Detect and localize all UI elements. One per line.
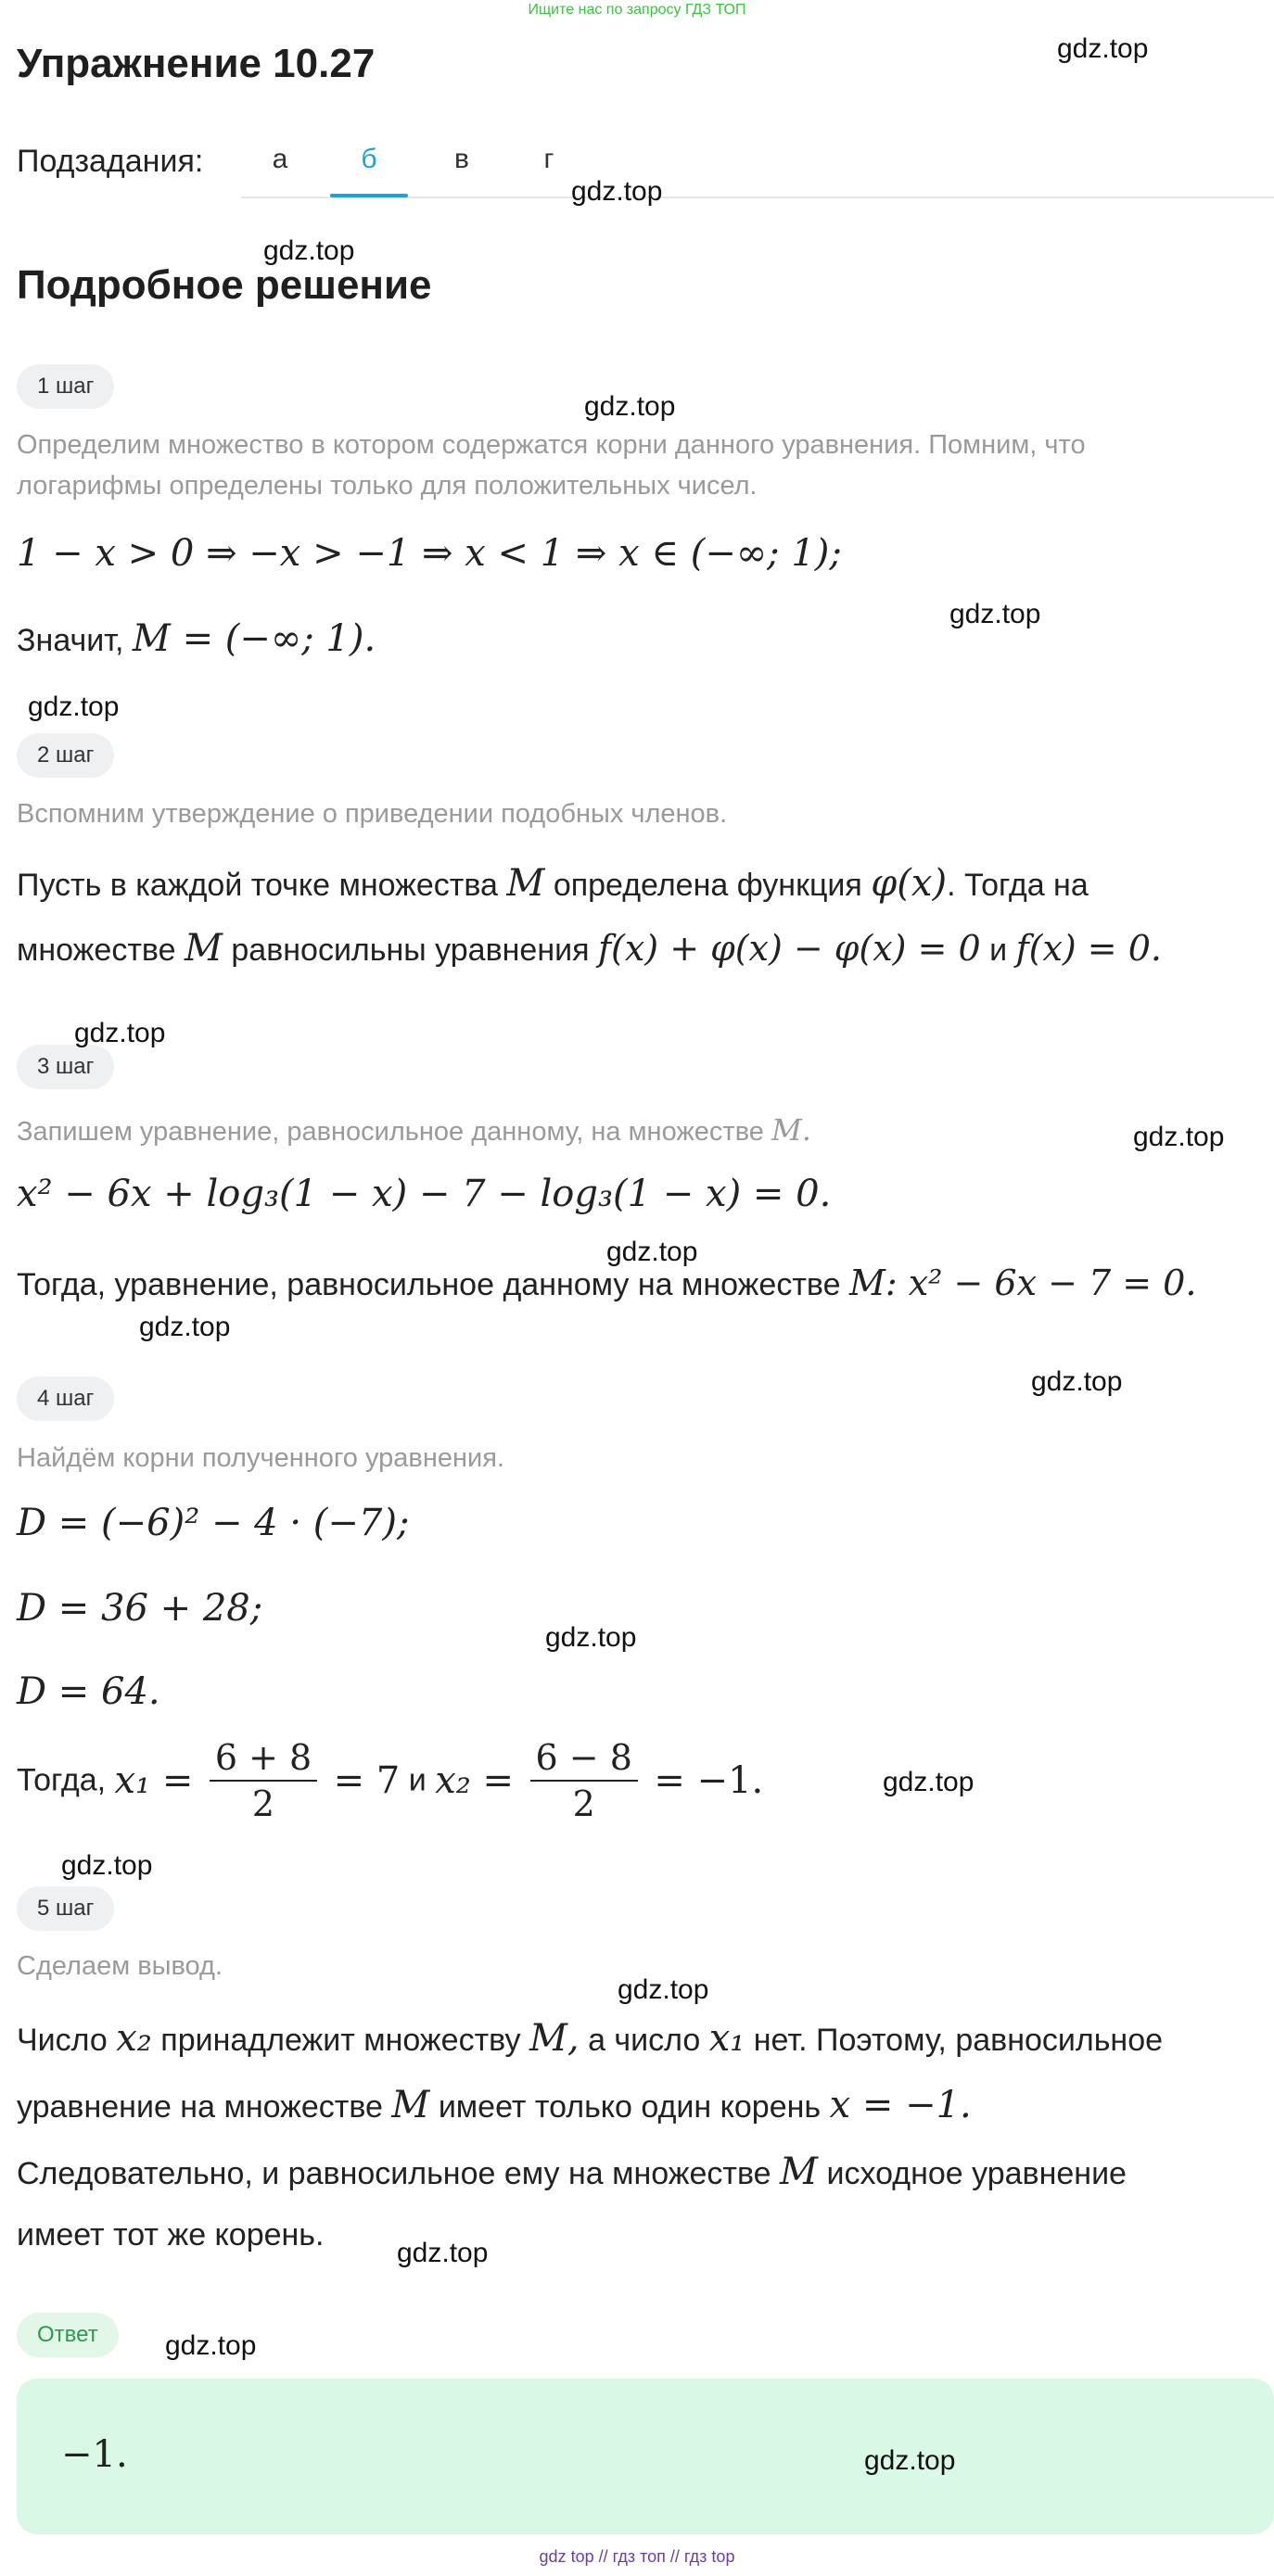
step-4-discriminant-2: D = 36 + 28; [17,1587,263,1630]
answer-box [17,2379,1274,2534]
watermark: gdz.top [1031,1366,1123,1397]
step-3-formula: x² − 6x + log₃(1 − x) − 7 − log₃(1 − x) = 0. [17,1173,832,1215]
step-5-l1-d: нет. Поэтому, равносильное [753,2023,1164,2058]
step-5-l2-root: x = −1. [829,2084,972,2126]
step-1-hint-line2: логарифмы определены только для положительных чисел. [17,471,758,501]
step-2-line1 [17,862,1089,905]
step-2-line2 [17,927,1162,970]
step-4-x2-numerator: 6 − 8 [530,1739,638,1782]
step-2-line2-text-a: множестве [17,933,176,968]
step-5-l2-a: уравнение на множестве [17,2089,383,2125]
step-2-line1-phi: φ(x) [871,862,948,905]
step-1-badge: 1 шаг [17,364,114,409]
watermark: gdz.top [618,1974,709,2005]
step-2-badge: 2 шаг [17,733,114,778]
step-1-conclusion [17,617,376,660]
watermark: gdz.top [949,599,1041,629]
watermark: gdz.top [263,235,355,266]
watermark: gdz.top [139,1312,231,1342]
solution-heading: Подробное решение [17,262,432,308]
watermark: gdz.top [571,176,663,207]
step-1-hint-line1: Определим множество в котором содержатся корни данного уравнения. Помним, что [17,430,1086,460]
step-3-hint-set: M. [771,1112,811,1148]
step-4-x1-label: x₁ = [114,1759,194,1802]
step-3-hint [17,1112,811,1148]
step-3-conclusion [17,1263,1196,1303]
step-4-discriminant-1: D = (−6)² − 4 · (−7); [17,1502,410,1544]
step-5-line3 [17,2151,1127,2193]
step-4-x2-denominator: 2 [572,1783,595,1824]
step-4-badge: 4 шаг [17,1377,114,1421]
step-5-l1-a: Число [17,2023,108,2058]
watermark: gdz.top [74,1018,166,1048]
step-1-conclusion-prefix: Значит, [17,623,124,658]
watermark: gdz.top [165,2330,257,2361]
step-5-l3-a: Следовательно, и равносильное ему на множестве [17,2156,771,2191]
step-4-discriminant-3: D = 64. [17,1670,160,1713]
step-2-hint: Вспомним утверждение о приведении подобных членов. [17,799,728,829]
watermark: gdz.top [28,692,120,722]
page-title: Упражнение 10.27 [17,41,376,86]
step-5-l1-b: принадлежит множеству [160,2023,521,2058]
step-4-x1-result: = 7 [333,1759,401,1802]
watermark: gdz.top [545,1622,637,1653]
step-2-line2-eq2: f(x) = 0. [1015,928,1162,969]
step-4-x2-result: = −1. [654,1759,764,1802]
footer-links[interactable]: gdz top // гдз топ // гдз top [539,2547,735,2566]
top-hint: Ищите нас по запросу ГДЗ ТОП [528,2,746,18]
step-2-line2-text-b: равносильны уравнения [231,933,590,968]
step-5-l2-b: имеет только один корень [438,2089,822,2125]
step-2-line2-eq1: f(x) + φ(x) − φ(x) = 0 [597,928,981,969]
step-4-hint: Найдём корни полученного уравнения. [17,1443,504,1473]
answer-badge: Ответ [17,2313,119,2357]
step-4-x1-numerator: 6 + 8 [210,1739,317,1782]
step-4-x1-fraction [210,1739,317,1822]
step-4-x2-label: x₂ = [435,1759,515,1802]
step-5-l3-b: исходное уравнение [826,2156,1127,2191]
watermark: gdz.top [584,391,676,422]
watermark: gdz.top [61,1850,153,1881]
step-2-line1-text-c: . Тогда на [947,868,1089,903]
tab-b[interactable]: б [361,144,377,174]
step-4-and: и [408,1762,427,1798]
step-5-badge: 5 шаг [17,1886,114,1931]
subtasks-label: Подзадания: [17,144,204,179]
step-5-l3-set: M [780,2151,818,2193]
step-5-l1-x2: x₂ [116,2017,152,2060]
step-4-roots [17,1739,763,1822]
tab-g[interactable]: г [543,144,554,174]
step-2-line1-text-b: определена функция [553,868,862,903]
tab-a[interactable]: а [272,144,288,174]
watermark: gdz.top [1057,33,1149,64]
step-2-line1-set: M [506,862,545,905]
step-2-line1-text-a: Пусть в каждой точке множества [17,868,498,903]
step-5-line4: имеет тот же корень. [17,2217,325,2252]
step-5-l1-set: M, [529,2017,580,2060]
step-4-roots-prefix: Тогда, [17,1762,107,1798]
watermark: gdz.top [864,2445,956,2476]
step-1-conclusion-math: M = (−∞; 1). [132,617,376,660]
step-3-conclusion-text: Тогда, уравнение, равносильное данному на множестве [17,1267,841,1302]
step-5-l1-c: а число [588,2023,701,2058]
watermark: gdz.top [606,1237,698,1267]
watermark: gdz.top [1133,1122,1225,1152]
step-4-x1-denominator: 2 [251,1783,275,1824]
step-4-x2-fraction [530,1739,638,1822]
active-tab-indicator [330,194,408,197]
step-2-line2-set: M [184,927,223,970]
step-5-l2-set: M [391,2084,430,2126]
watermark: gdz.top [883,1767,975,1797]
step-3-badge: 3 шаг [17,1045,114,1089]
step-5-line2 [17,2084,972,2126]
step-3-conclusion-math: M: x² − 6x − 7 = 0. [848,1263,1197,1303]
step-5-hint: Сделаем вывод. [17,1951,223,1981]
step-1-formula: 1 − x > 0 ⇒ −x > −1 ⇒ x < 1 ⇒ x ∈ (−∞; 1); [17,532,842,575]
step-5-line1 [17,2017,1163,2060]
step-3-hint-text: Запишем уравнение, равносильное данному, на множестве [17,1117,764,1147]
step-2-line2-and: и [989,933,1008,968]
step-5-l1-x1: x₁ [708,2017,745,2060]
tab-v[interactable]: в [454,144,469,174]
watermark: gdz.top [397,2238,489,2268]
answer-value: −1. [61,2433,128,2476]
